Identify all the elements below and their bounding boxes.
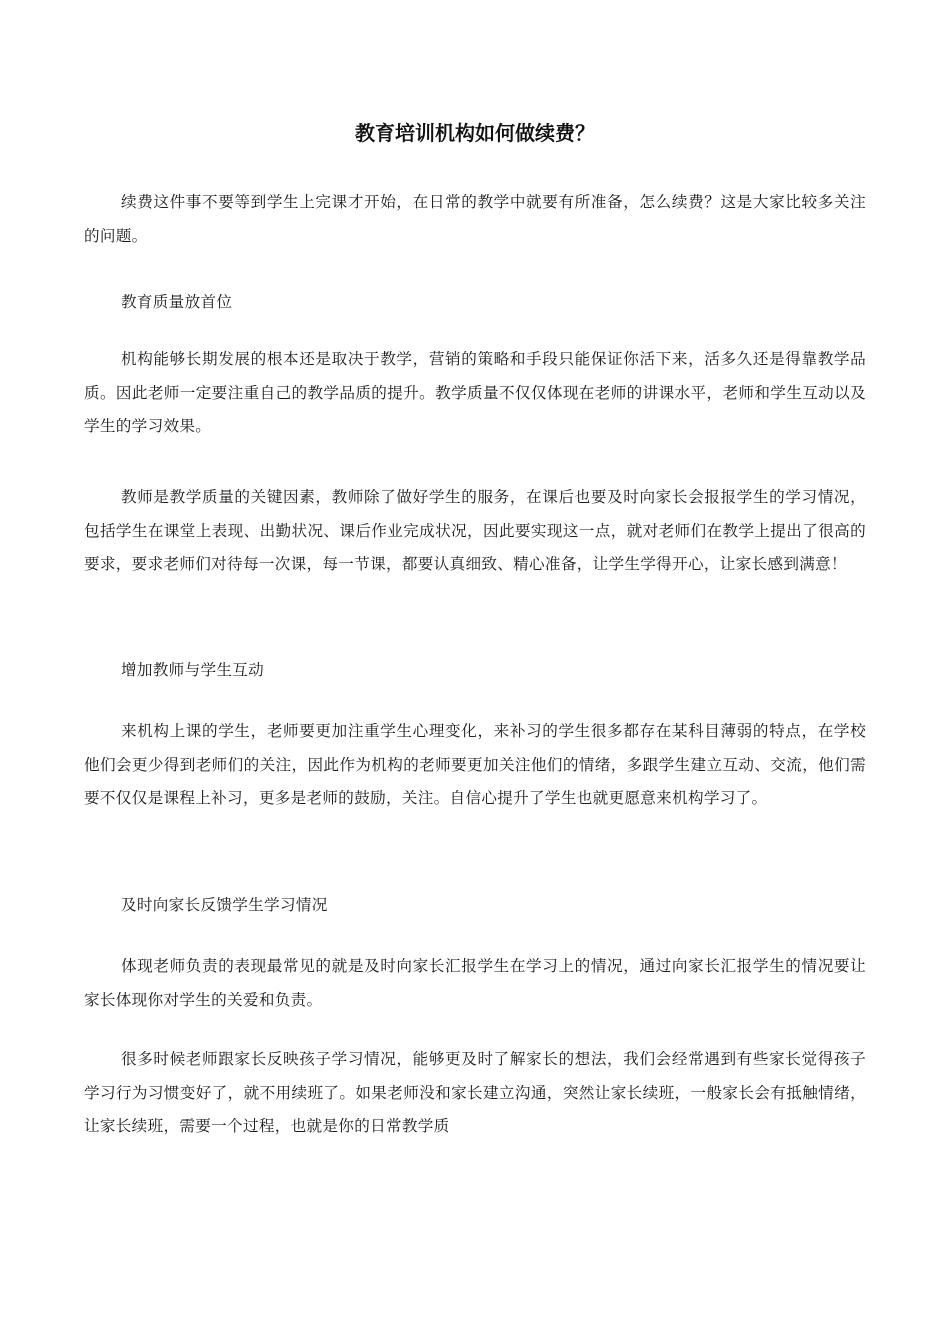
section-heading-feedback: 及时向家长反馈学生学习情况	[121, 896, 328, 914]
paragraph-interaction: 来机构上课的学生，老师要更加注重学生心理变化，来补习的学生很多都存在某科目薄弱的特点，在学校他们会更少得到老师们的关注，因此作为机构的老师要更加关注他们的情绪，多跟学生建立互动、交流，他们需要不仅仅是课程上补习，更多是老师的鼓励，关注。自信心提升了学生也就更愿意来机构学习了。	[84, 722, 866, 807]
paragraph-quality-2: 教师是教学质量的关键因素，教师除了做好学生的服务，在课后也要及时向家长会报报学生的学习情况，包括学生在课堂上表现、出勤状况、课后作业完成状况，因此要实现这一点，就对老师们在教学上提出了很高的要求，要求老师们对待每一次课，每一节课，都要认真细致、精心准备，让学生学得开心，让家长感到满意！	[84, 488, 866, 573]
paragraph-feedback-1: 体现老师负责的表现最常见的就是及时向家长汇报学生在学习上的情况，通过向家长汇报学生的情况要让家长体现你对学生的关爱和负责。	[84, 957, 866, 1009]
paragraph-feedback-2: 很多时候老师跟家长反映孩子学习情况，能够更及时了解家长的想法，我们会经常遇到有些家长觉得孩子学习行为习惯变好了，就不用续班了。如果老师没和家长建立沟通，突然让家长续班，一般家长会有抵触情绪，让家长续班，需要一个过程，也就是你的日常教学质	[84, 1050, 866, 1135]
section-heading-quality: 教育质量放首位	[121, 293, 233, 311]
document-title: 教育培训机构如何做续费？	[355, 121, 595, 145]
section-heading-interaction: 增加教师与学生互动	[121, 661, 265, 679]
paragraph-intro: 续费这件事不要等到学生上完课才开始，在日常的教学中就要有所准备，怎么续费？这是大家比较多关注的问题。	[84, 193, 866, 245]
paragraph-quality-1: 机构能够长期发展的根本还是取决于教学，营销的策略和手段只能保证你活下来，活多久还是得靠教学品质。因此老师一定要注重自己的教学品质的提升。教学质量不仅仅体现在老师的讲课水平，老师和学生互动以及学生的学习效果。	[84, 350, 866, 435]
